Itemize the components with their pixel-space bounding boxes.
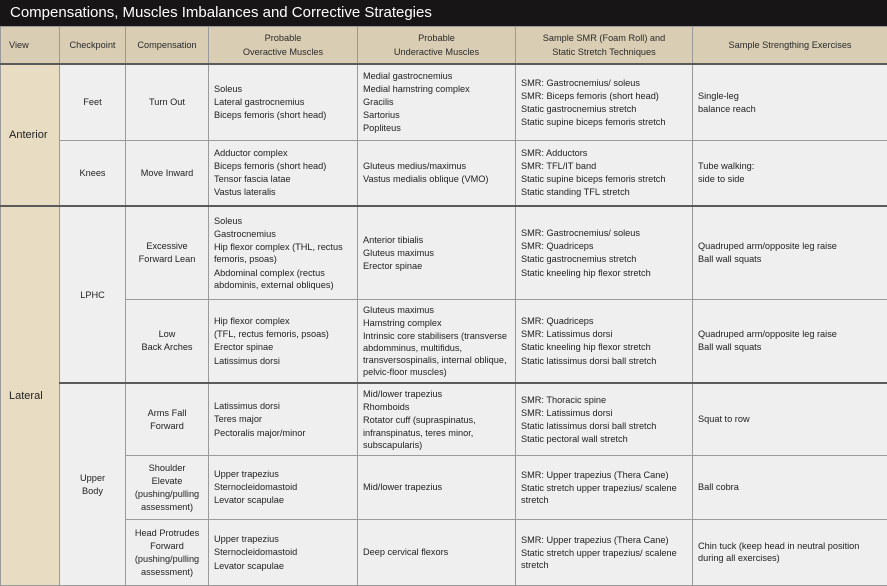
compensation-line: Forward	[150, 540, 184, 551]
list-item: Erector spinae	[363, 260, 423, 271]
list-item: Medial gastrocnemius	[363, 70, 453, 81]
strength-cell	[693, 140, 887, 206]
underactive-cell	[358, 64, 516, 140]
list-item: Upper trapezius	[214, 534, 279, 545]
smr-cell	[516, 383, 693, 455]
strength-cell	[693, 519, 887, 585]
list-item: Pectoralis major/minor	[214, 427, 306, 438]
list-item: SMR: Upper trapezius (Thera Cane)	[521, 469, 669, 480]
list-item: Sternocleidomastoid	[214, 547, 298, 558]
table-row	[1, 140, 887, 206]
list-item: Lateral gastrocnemius	[214, 97, 305, 108]
header-underactive-line: Probable	[418, 33, 455, 44]
header-smr	[516, 27, 693, 65]
list-item: Static gastrocnemius stretch	[521, 103, 637, 114]
list-item: SMR: Gastrocnemius/ soleus	[521, 77, 640, 88]
list-item: Static pectoral wall stretch	[521, 434, 628, 445]
list-item: Levator scapulae	[214, 495, 284, 506]
list-item: Biceps femoris (short head)	[214, 110, 327, 121]
list-item: Quadruped arm/opposite leg raise	[698, 241, 837, 252]
table-row	[1, 455, 887, 519]
list-item: Soleus	[214, 215, 243, 226]
list-item: Mid/lower trapezius	[363, 482, 443, 493]
view-cell: Lateral	[1, 206, 60, 585]
smr-cell	[516, 140, 693, 206]
list-item: Upper trapezius	[214, 469, 279, 480]
list-item: Single-leg	[698, 90, 739, 101]
strength-cell	[693, 383, 887, 455]
list-item: Rhomboids	[363, 402, 410, 413]
list-item: Quadruped arm/opposite leg raise	[698, 329, 837, 340]
header-view: View	[1, 27, 60, 65]
list-item: Static kneeling hip flexor stretch	[521, 342, 651, 353]
compensation-cell	[126, 206, 209, 299]
compensation-line: assessment)	[140, 567, 194, 578]
list-item: Hip flexor complex (THL, rectus femoris, psoas)	[214, 242, 343, 265]
compensation-line: (pushing/pulling	[134, 488, 200, 499]
list-item: SMR: Thoracic spine	[521, 394, 607, 405]
list-item: SMR: Quadriceps	[521, 316, 594, 327]
list-item: side to side	[698, 174, 745, 185]
overactive-cell	[209, 519, 358, 585]
list-item: Static latissimus dorsi ball stretch	[521, 355, 657, 366]
list-item: Erector spinae	[214, 342, 274, 353]
list-item: SMR: Latissimus dorsi	[521, 329, 613, 340]
list-item: Sartorius	[363, 110, 400, 121]
compensation-cell	[126, 64, 209, 140]
overactive-cell	[209, 299, 358, 383]
list-item: SMR: Latissimus dorsi	[521, 407, 613, 418]
list-item: Vastus lateralis	[214, 187, 276, 198]
table-row	[1, 64, 887, 140]
list-item: Squat to row	[698, 414, 750, 425]
list-item: Medial hamstring complex	[363, 84, 470, 95]
header-strength: Sample Strengthing Exercises	[693, 27, 887, 65]
list-item: SMR: TFL/IT band	[521, 161, 597, 172]
list-item: Gluteus medius/maximus	[363, 161, 467, 172]
header-underactive-line: Underactive Muscles	[393, 46, 480, 57]
list-item: Gluteus maximus	[363, 304, 434, 315]
list-item: Intrinsic core stabilisers (transverse abdomminus, multifidus, transversospinalis, internal oblique, pelvic-floor muscles)	[363, 330, 507, 378]
list-item: Teres major	[214, 414, 262, 425]
strength-cell	[693, 299, 887, 383]
header-row	[1, 27, 887, 65]
list-item: Ball wall squats	[698, 254, 762, 265]
header-compensation: Compensation	[126, 27, 209, 65]
list-item: Static stretch upper trapezius/ scalene stretch	[521, 482, 677, 505]
list-item: Static latissimus dorsi ball stretch	[521, 421, 657, 432]
header-overactive	[209, 27, 358, 65]
list-item: Biceps femoris (short head)	[214, 161, 327, 172]
header-smr-line: Static Stretch Techniques	[552, 46, 656, 57]
page-title: Compensations, Muscles Imbalances and Corrective Strategies	[0, 0, 887, 26]
list-item: Static supine biceps femoris stretch	[521, 174, 666, 185]
list-item: SMR: Upper trapezius (Thera Cane)	[521, 534, 669, 545]
compensation-line: Elevate	[151, 475, 183, 486]
list-item: Mid/lower trapezius	[363, 389, 443, 400]
list-item: Ball wall squats	[698, 342, 762, 353]
list-item: Static supine biceps femoris stretch	[521, 116, 666, 127]
compensation-line: Head Protrudes	[134, 527, 200, 538]
list-item: Anterior tibialis	[363, 234, 424, 245]
compensation-line: Arms Fall	[147, 407, 187, 418]
underactive-cell	[358, 140, 516, 206]
underactive-cell	[358, 519, 516, 585]
overactive-cell	[209, 455, 358, 519]
underactive-cell	[358, 455, 516, 519]
smr-cell	[516, 455, 693, 519]
list-item: Levator scapulae	[214, 560, 284, 571]
compensation-line: (pushing/pulling	[134, 553, 200, 564]
list-item: SMR: Quadriceps	[521, 241, 594, 252]
strength-cell	[693, 206, 887, 299]
overactive-cell	[209, 383, 358, 455]
list-item: Deep cervical flexors	[363, 547, 449, 558]
list-item: SMR: Biceps femoris (short head)	[521, 90, 659, 101]
compensation-cell	[126, 299, 209, 383]
list-item: Static kneeling hip flexor stretch	[521, 267, 651, 278]
strength-cell	[693, 455, 887, 519]
list-item: Gluteus maximus	[363, 247, 434, 258]
list-item: Sternocleidomastoid	[214, 482, 298, 493]
underactive-cell	[358, 206, 516, 299]
compensation-line: Shoulder	[148, 462, 186, 473]
list-item: balance reach	[698, 103, 756, 114]
checkpoint-cell: Knees	[60, 140, 126, 206]
compensation-line: Excessive	[146, 241, 188, 252]
header-underactive	[358, 27, 516, 65]
table-row	[1, 206, 887, 299]
list-item: Hip flexor complex	[214, 316, 290, 327]
underactive-cell	[358, 299, 516, 383]
list-item: SMR: Gastrocnemius/ soleus	[521, 228, 640, 239]
view-cell: Anterior	[1, 64, 60, 206]
header-overactive-line: Probable	[264, 33, 302, 44]
list-item: Static stretch upper trapezius/ scalene stretch	[521, 547, 677, 571]
list-item: Tensor fascia latae	[214, 174, 291, 185]
compensation-cell	[126, 383, 209, 455]
overactive-cell	[209, 64, 358, 140]
list-item: Latissimus dorsi	[214, 401, 280, 412]
list-item: Abdominal complex (rectus abdominis, external obliques)	[214, 267, 334, 290]
list-item: Rotator cuff (supraspinatus, infranspinatus, teres minor, subscapularis)	[363, 415, 476, 450]
header-smr-line: Sample SMR (Foam Roll) and	[542, 33, 666, 44]
list-item: Latissimus dorsi	[214, 355, 280, 366]
smr-cell	[516, 299, 693, 383]
list-item: Ball cobra	[698, 482, 739, 493]
list-item: SMR: Adductors	[521, 148, 588, 159]
list-item: Chin tuck (keep head in neutral position during all exercises)	[698, 541, 860, 564]
list-item: Gracilis	[363, 97, 394, 108]
header-checkpoint: Checkpoint	[60, 27, 126, 65]
table-row	[1, 519, 887, 585]
compensation-cell	[126, 140, 209, 206]
table-row	[1, 299, 887, 383]
smr-cell	[516, 519, 693, 585]
checkpoint-line: Upper	[79, 473, 106, 483]
header-overactive-line: Overactive Muscles	[242, 46, 324, 57]
compensation-line: Turn Out	[149, 97, 185, 108]
compensation-line: Forward	[150, 421, 184, 432]
compensation-line: Move Inward	[140, 167, 194, 178]
smr-cell	[516, 206, 693, 299]
list-item: (TFL, rectus femoris, psoas)	[214, 329, 329, 340]
underactive-cell	[358, 383, 516, 455]
list-item: Static standing TFL stretch	[521, 187, 630, 198]
compensation-line: Low	[158, 329, 176, 340]
compensation-cell	[126, 519, 209, 585]
checkpoint-cell: Feet	[60, 64, 126, 140]
compensation-table	[0, 26, 887, 586]
list-item: Tube walking:	[698, 161, 755, 172]
list-item: Adductor complex	[214, 148, 288, 159]
checkpoint-cell	[60, 383, 126, 585]
list-item: Gastrocnemius	[214, 229, 276, 240]
list-item: Vastus medialis oblique (VMO)	[363, 174, 489, 185]
list-item: Static gastrocnemius stretch	[521, 254, 637, 265]
compensation-line: Back Arches	[141, 342, 193, 353]
compensation-line: assessment)	[140, 502, 194, 512]
overactive-cell	[209, 140, 358, 206]
smr-cell	[516, 64, 693, 140]
list-item: Popliteus	[363, 123, 401, 134]
overactive-cell	[209, 206, 358, 299]
compensation-cell	[126, 455, 209, 519]
table-row	[1, 383, 887, 455]
checkpoint-line: Body	[82, 486, 103, 497]
compensation-line: Forward Lean	[138, 254, 196, 265]
list-item: Soleus	[214, 84, 243, 95]
list-item: Hamstring complex	[363, 317, 442, 328]
strength-cell	[693, 64, 887, 140]
checkpoint-cell: LPHC	[60, 206, 126, 383]
